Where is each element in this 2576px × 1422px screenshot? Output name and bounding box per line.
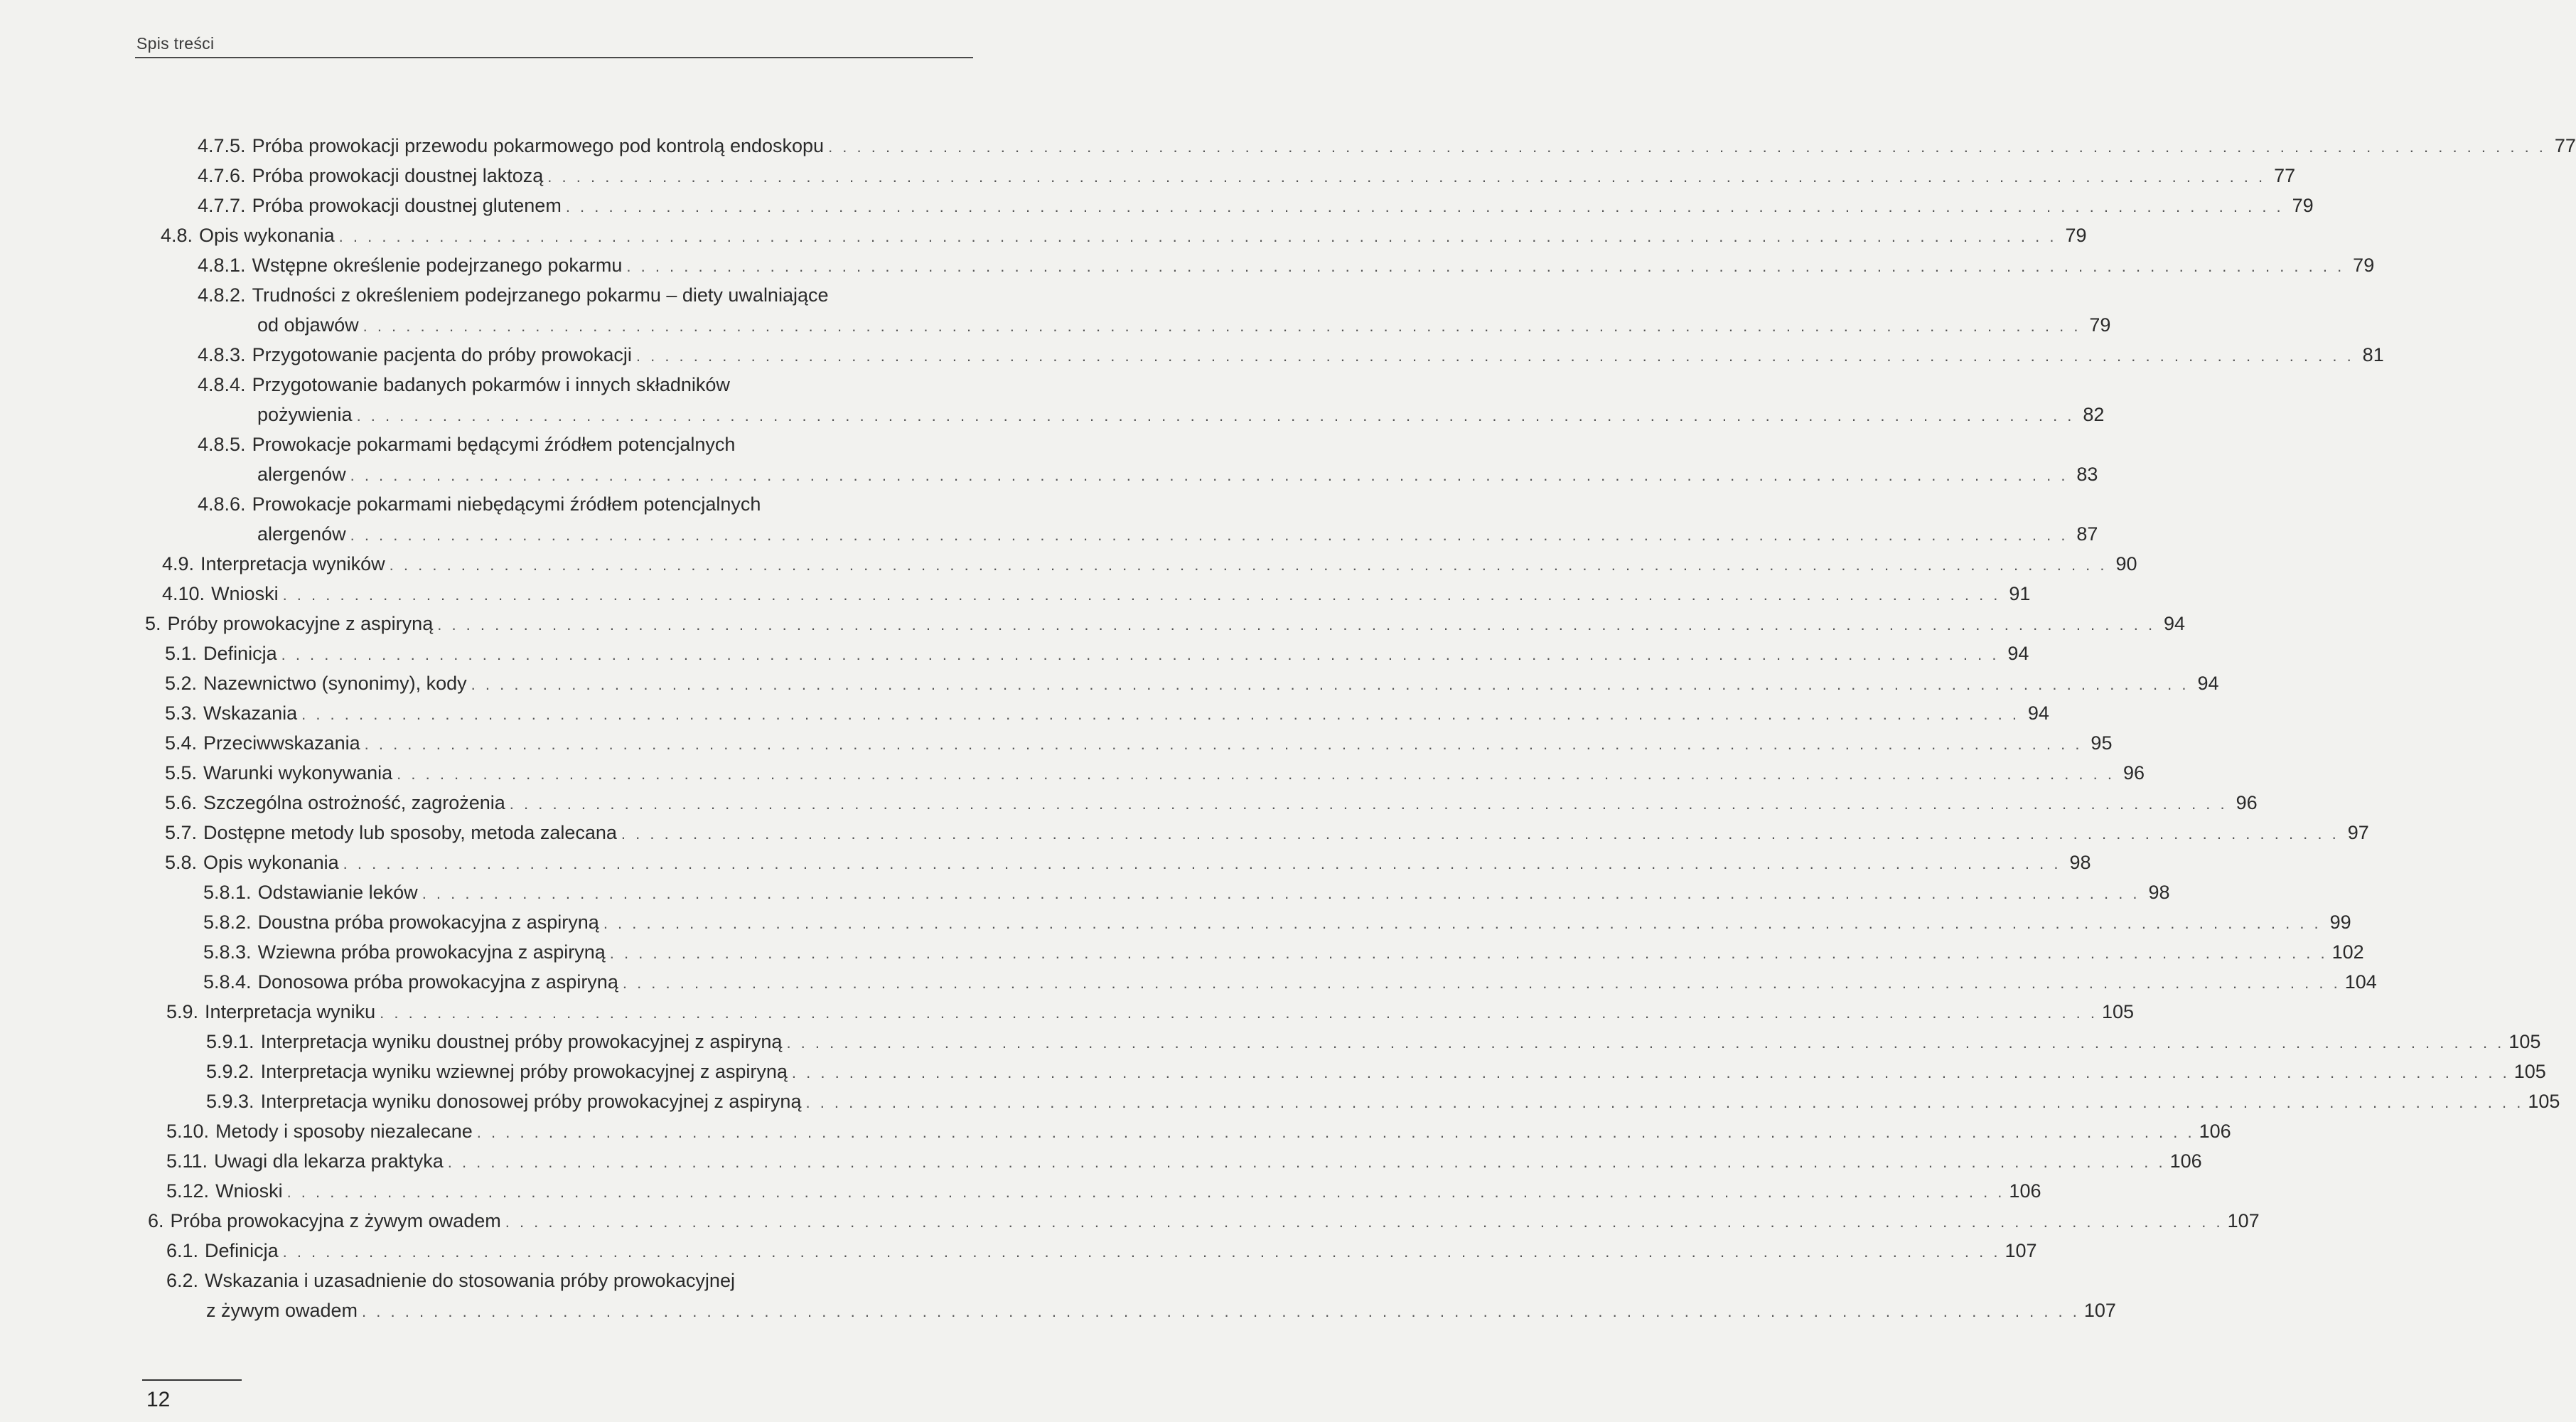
toc-entry-page: 107	[2083, 1300, 2116, 1321]
toc-entry-page: 79	[2065, 225, 2087, 246]
toc-entry-page: 107	[2005, 1240, 2037, 1261]
toc-entry	[203, 970, 2377, 994]
toc-entry-title-continued: od objawów	[257, 314, 359, 336]
dot-leader: . . . . . . . . . . . . . . . . . . . . . . . . . . . . . . . . . . . . . . . . . . . . . . . . . . . . . . . . . . . . . . . . . . . . . . . . . . . . . . . . . . . . . . . . . . . . . . . . . . . . . . . . . . . . . . . . . . . . . . . .	[603, 914, 2322, 932]
dot-leader: . . . . . . . . . . . . . . . . . . . . . . . . . . . . . . . . . . . . . . . . . . . . . . . . . . . . . . . . . . . . . . . . . . . . . . . . . . . . . . . . . . . . . . . . . . . . . . . . . . . . . . . . . . . . . . . . . . . . . . . .	[635, 347, 2354, 365]
dot-leader: . . . . . . . . . . . . . . . . . . . . . . . . . . . . . . . . . . . . . . . . . . . . . . . . . . . . . . . . . . . . . . . . . . . . . . . . . . . . . . . . . . . . . . . . . . . . . . . . . . . . . . . . . . . . . . . . . . . . . . . .	[397, 765, 2115, 783]
toc-entry-first-line	[198, 373, 730, 397]
toc-entry-title: Doustna próba prowokacyjna z aspiryną	[257, 912, 599, 933]
toc-entry	[257, 402, 2105, 427]
toc-entry-number: 5.9.3.	[206, 1091, 254, 1112]
toc-entry-number: 5.4.	[165, 732, 198, 754]
dot-leader: . . . . . . . . . . . . . . . . . . . . . . . . . . . . . . . . . . . . . . . . . . . . . . . . . . . . . . . . . . . . . . . . . . . . . . . . . . . . . . . . . . . . . . . . . . . . . . . . . . . . . . . . . . . . . . . . . . . . . . . .	[565, 198, 2284, 215]
toc-entry-page: 105	[2513, 1061, 2546, 1082]
toc-entry-number: 5.8.1.	[203, 882, 252, 903]
toc-entry	[145, 611, 2186, 636]
toc-entry-number: 6.1.	[166, 1240, 199, 1261]
toc-entry-title: Dostępne metody lub sposoby, metoda zalecana	[203, 822, 617, 843]
toc-entry-page: 99	[2329, 912, 2351, 933]
dot-leader: . . . . . . . . . . . . . . . . . . . . . . . . . . . . . . . . . . . . . . . . . . . . . . . . . . . . . . . . . . . . . . . . . . . . . . . . . . . . . . . . . . . . . . . . . . . . . . . . . . . . . . . . . . . . . . . . . . . . . . . .	[281, 646, 2000, 663]
toc-entry-page: 106	[2169, 1150, 2202, 1172]
toc-entry-number: 4.8.5.	[198, 434, 246, 455]
toc-entry-page: 98	[2069, 852, 2091, 873]
dot-leader: . . . . . . . . . . . . . . . . . . . . . . . . . . . . . . . . . . . . . . . . . . . . . . . . . . . . . . . . . . . . . . . . . . . . . . . . . . . . . . . . . . . . . . . . . . . . . . . . . . . . . . . . . . . . . . . . . . . . . . . .	[350, 526, 2068, 544]
toc-entry-page: 82	[2083, 404, 2105, 425]
toc-entry-page: 106	[2009, 1180, 2041, 1202]
toc-entry-number: 5.3.	[165, 702, 198, 724]
toc-entry-title: Próby prowokacyjne z aspiryną	[167, 613, 434, 634]
dot-leader: . . . . . . . . . . . . . . . . . . . . . . . . . . . . . . . . . . . . . . . . . . . . . . . . . . . . . . . . . . . . . . . . . . . . . . . . . . . . . . . . . . . . . . . . . . . . . . . . . . . . . . . . . . . . . . . . . . . . . . . .	[622, 974, 2341, 992]
toc-entry-page: 77	[2554, 135, 2576, 156]
toc-entry	[206, 1298, 2116, 1322]
toc-entry-page: 77	[2274, 165, 2296, 186]
toc-entry-number: 4.7.6.	[198, 165, 246, 186]
dot-leader: . . . . . . . . . . . . . . . . . . . . . . . . . . . . . . . . . . . . . . . . . . . . . . . . . . . . . . . . . . . . . . . . . . . . . . . . . . . . . . . . . . . . . . . . . . . . . . . . . . . . . . . . . . . . . . . . . . . . . . . .	[447, 1153, 2166, 1171]
toc-entry-number: 5.11.	[166, 1150, 208, 1172]
toc-entry-page: 106	[2199, 1121, 2231, 1142]
toc-entry-number: 5.8.4.	[203, 971, 252, 993]
toc-entry-number: 5.8.3.	[203, 941, 252, 963]
toc-entry-first-line	[198, 432, 735, 456]
toc-entry	[203, 910, 2351, 934]
dot-leader: . . . . . . . . . . . . . . . . . . . . . . . . . . . . . . . . . . . . . . . . . . . . . . . . . . . . . . . . . . . . . . . . . . . . . . . . . . . . . . . . . . . . . . . . . . . . . . . . . . . . . . . . . . . . . . . . . . . . . . . .	[338, 228, 2057, 245]
toc-entry-title: Interpretacja wyniku donosowej próby prowokacyjnej z aspiryną	[260, 1091, 802, 1112]
toc-entry-page: 79	[2292, 195, 2314, 216]
toc-entry	[206, 1059, 2546, 1084]
toc-entry-title: Przygotowanie pacjenta do próby prowokacji	[252, 344, 632, 365]
toc-entry-page: 94	[2007, 643, 2029, 664]
dot-leader: . . . . . . . . . . . . . . . . . . . . . . . . . . . . . . . . . . . . . . . . . . . . . . . . . . . . . . . . . . . . . . . . . . . . . . . . . . . . . . . . . . . . . . . . . . . . . . . . . . . . . . . . . . . . . . . . . . . . . . . .	[350, 466, 2068, 484]
dot-leader: . . . . . . . . . . . . . . . . . . . . . . . . . . . . . . . . . . . . . . . . . . . . . . . . . . . . . . . . . . . . . . . . . . . . . . . . . . . . . . . . . . . . . . . . . . . . . . . . . . . . . . . . . . . . . . . . . . . . . . . .	[364, 735, 2083, 753]
toc-entry-number: 4.8.3.	[198, 344, 246, 365]
dot-leader: . . . . . . . . . . . . . . . . . . . . . . . . . . . . . . . . . . . . . . . . . . . . . . . . . . . . . . . . . . . . . . . . . . . . . . . . . . . . . . . . . . . . . . . . . . . . . . . . . . . . . . . . . . . . . . . . . . . . . . . .	[547, 168, 2266, 186]
toc-entry-title: Wstępne określenie podejrzanego pokarmu	[252, 255, 623, 276]
toc-entry-title: Uwagi dla lekarza praktyka	[214, 1150, 444, 1172]
toc-entry	[165, 731, 2113, 755]
toc-entry-page: 96	[2236, 792, 2258, 813]
toc-entry-number: 5.5.	[165, 762, 198, 784]
toc-entry-title: Próba prowokacji doustnej glutenem	[252, 195, 562, 216]
toc-entry-number: 5.2.	[165, 673, 198, 694]
toc-entry-page: 81	[2362, 344, 2384, 365]
toc-entry-title-continued: z żywym owadem	[206, 1300, 358, 1321]
toc-entry-first-line	[198, 283, 829, 307]
footer-rule	[142, 1379, 242, 1381]
toc-entry-title: Próba prowokacji doustnej laktozą	[252, 165, 544, 186]
toc-entry-page: 94	[2164, 613, 2186, 634]
toc-entry	[165, 701, 2049, 725]
toc-entry-number: 4.8.4.	[198, 374, 246, 395]
toc-entry-title: Trudności z określeniem podejrzanego pokarmu – diety uwalniające	[252, 284, 829, 306]
dot-leader: . . . . . . . . . . . . . . . . . . . . . . . . . . . . . . . . . . . . . . . . . . . . . . . . . . . . . . . . . . . . . . . . . . . . . . . . . . . . . . . . . . . . . . . . . . . . . . . . . . . . . . . . . . . . . . . . . . . . . . . .	[505, 1213, 2223, 1231]
toc-entry-number: 5.8.	[165, 852, 198, 873]
toc-entry-title: Prowokacje pokarmami niebędącymi źródłem potencjalnych	[252, 493, 761, 515]
toc-entry-number: 5.9.	[166, 1001, 199, 1022]
toc-entry-number: 6.	[148, 1210, 164, 1231]
toc-entry	[166, 1000, 2135, 1024]
toc-entry	[206, 1030, 2541, 1054]
toc-entry	[198, 193, 2314, 218]
toc-entry	[162, 552, 2137, 576]
toc-entry-number: 4.10.	[162, 583, 205, 604]
dot-leader: . . . . . . . . . . . . . . . . . . . . . . . . . . . . . . . . . . . . . . . . . . . . . . . . . . . . . . . . . . . . . . . . . . . . . . . . . . . . . . . . . . . . . . . . . . . . . . . . . . . . . . . . . . . . . . . . . . . . . . . .	[356, 407, 2075, 424]
toc-entry-number: 4.8.	[161, 225, 193, 246]
dot-leader: . . . . . . . . . . . . . . . . . . . . . . . . . . . . . . . . . . . . . . . . . . . . . . . . . . . . . . . . . . . . . . . . . . . . . . . . . . . . . . . . . . . . . . . . . . . . . . . . . . . . . . . . . . . . . . . . . . . . . . . .	[476, 1123, 2195, 1141]
dot-leader: . . . . . . . . . . . . . . . . . . . . . . . . . . . . . . . . . . . . . . . . . . . . . . . . . . . . . . . . . . . . . . . . . . . . . . . . . . . . . . . . . . . . . . . . . . . . . . . . . . . . . . . . . . . . . . . . . . . . . . . .	[389, 556, 2108, 574]
running-head: Spis treści	[136, 34, 215, 53]
dot-leader: . . . . . . . . . . . . . . . . . . . . . . . . . . . . . . . . . . . . . . . . . . . . . . . . . . . . . . . . . . . . . . . . . . . . . . . . . . . . . . . . . . . . . . . . . . . . . . . . . . . . . . . . . . . . . . . . . . . . . . . .	[380, 1004, 2098, 1022]
toc-entry-number: 5.7.	[165, 822, 198, 843]
toc-entry-title: Wskazania	[203, 702, 298, 724]
dot-leader: . . . . . . . . . . . . . . . . . . . . . . . . . . . . . . . . . . . . . . . . . . . . . . . . . . . . . . . . . . . . . . . . . . . . . . . . . . . . . . . . . . . . . . . . . . . . . . . . . . . . . . . . . . . . . . . . . . . . . . . .	[509, 795, 2228, 813]
dot-leader: . . . . . . . . . . . . . . . . . . . . . . . . . . . . . . . . . . . . . . . . . . . . . . . . . . . . . . . . . . . . . . . . . . . . . . . . . . . . . . . . . . . . . . . . . . . . . . . . . . . . . . . . . . . . . . . . . . . . . . . .	[626, 257, 2345, 275]
dot-leader: . . . . . . . . . . . . . . . . . . . . . . . . . . . . . . . . . . . . . . . . . . . . . . . . . . . . . . . . . . . . . . . . . . . . . . . . . . . . . . . . . . . . . . . . . . . . . . . . . . . . . . . . . . . . . . . . . . . . . . . .	[828, 138, 2546, 156]
toc-entry-page: 105	[2528, 1091, 2560, 1112]
toc-entry	[166, 1179, 2041, 1203]
toc-entry-number: 4.8.1.	[198, 255, 246, 276]
dot-leader: . . . . . . . . . . . . . . . . . . . . . . . . . . . . . . . . . . . . . . . . . . . . . . . . . . . . . . . . . . . . . . . . . . . . . . . . . . . . . . . . . . . . . . . . . . . . . . . . . . . . . . . . . . . . . . . . . . . . . . . .	[471, 675, 2189, 693]
toc-entry-page: 96	[2122, 762, 2145, 784]
dot-leader: . . . . . . . . . . . . . . . . . . . . . . . . . . . . . . . . . . . . . . . . . . . . . . . . . . . . . . . . . . . . . . . . . . . . . . . . . . . . . . . . . . . . . . . . . . . . . . . . . . . . . . . . . . . . . . . . . . . . . . . .	[805, 1094, 2524, 1111]
toc-entry	[162, 582, 2031, 606]
toc-entry	[198, 343, 2384, 367]
toc-entry-number: 5.9.1.	[206, 1031, 254, 1052]
toc-entry-title: Prowokacje pokarmami będącymi źródłem potencjalnych	[252, 434, 736, 455]
toc-entry-page: 91	[2009, 583, 2031, 604]
toc-entry-page: 105	[2102, 1001, 2135, 1022]
toc-entry-number: 5.1.	[165, 643, 198, 664]
toc-entry	[257, 313, 2111, 337]
toc-entry-title: Interpretacja wyników	[200, 553, 385, 574]
dot-leader: . . . . . . . . . . . . . . . . . . . . . . . . . . . . . . . . . . . . . . . . . . . . . . . . . . . . . . . . . . . . . . . . . . . . . . . . . . . . . . . . . . . . . . . . . . . . . . . . . . . . . . . . . . . . . . . . . . . . . . . .	[282, 586, 2001, 604]
toc-entry-number: 5.10.	[166, 1121, 210, 1142]
toc-entry-title: Definicja	[205, 1240, 279, 1261]
dot-leader: . . . . . . . . . . . . . . . . . . . . . . . . . . . . . . . . . . . . . . . . . . . . . . . . . . . . . . . . . . . . . . . . . . . . . . . . . . . . . . . . . . . . . . . . . . . . . . . . . . . . . . . . . . . . . . . . . . . . . . . .	[437, 616, 2156, 634]
toc-entry-number: 4.8.6.	[198, 493, 246, 515]
dot-leader: . . . . . . . . . . . . . . . . . . . . . . . . . . . . . . . . . . . . . . . . . . . . . . . . . . . . . . . . . . . . . . . . . . . . . . . . . . . . . . . . . . . . . . . . . . . . . . . . . . . . . . . . . . . . . . . . . . . . . . . .	[286, 1183, 2005, 1201]
toc-entry-page: 98	[2148, 882, 2170, 903]
toc-entry-title: Opis wykonania	[199, 225, 335, 246]
toc-entry-title: Interpretacja wyniku	[205, 1001, 376, 1022]
toc-entry-title: Metody i sposoby niezalecane	[215, 1121, 473, 1142]
toc-entry	[165, 671, 2219, 695]
toc-entry-page: 104	[2344, 971, 2377, 993]
toc-entry-title: Interpretacja wyniku wziewnej próby prowokacyjnej z aspiryną	[260, 1061, 788, 1082]
toc-entry	[166, 1239, 2037, 1263]
toc-entry	[198, 134, 2576, 158]
toc-entry-number: 5.9.2.	[206, 1061, 254, 1082]
toc-entry-first-line	[166, 1268, 735, 1293]
dot-leader: . . . . . . . . . . . . . . . . . . . . . . . . . . . . . . . . . . . . . . . . . . . . . . . . . . . . . . . . . . . . . . . . . . . . . . . . . . . . . . . . . . . . . . . . . . . . . . . . . . . . . . . . . . . . . . . . . . . . . . . .	[621, 825, 2339, 843]
toc-entry	[148, 1209, 2260, 1233]
toc-entry-title: Szczególna ostrożność, zagrożenia	[203, 792, 505, 813]
toc-entry	[198, 164, 2296, 188]
toc-entry	[203, 940, 2364, 964]
toc-entry-number: 5.6.	[165, 792, 198, 813]
toc-entry-title: Próba prowokacyjna z żywym owadem	[170, 1210, 501, 1231]
toc-entry	[166, 1119, 2231, 1143]
toc-entry-title: Definicja	[203, 643, 277, 664]
dot-leader: . . . . . . . . . . . . . . . . . . . . . . . . . . . . . . . . . . . . . . . . . . . . . . . . . . . . . . . . . . . . . . . . . . . . . . . . . . . . . . . . . . . . . . . . . . . . . . . . . . . . . . . . . . . . . . . . . . . . . . . .	[282, 1243, 2001, 1261]
toc-entry-title: Warunki wykonywania	[203, 762, 393, 784]
toc-entry-page: 83	[2076, 464, 2098, 485]
toc-entry-page: 87	[2076, 523, 2098, 545]
dot-leader: . . . . . . . . . . . . . . . . . . . . . . . . . . . . . . . . . . . . . . . . . . . . . . . . . . . . . . . . . . . . . . . . . . . . . . . . . . . . . . . . . . . . . . . . . . . . . . . . . . . . . . . . . . . . . . . . . . . . . . . .	[422, 884, 2140, 902]
toc-entry	[165, 761, 2145, 785]
toc-entry-title: Próba prowokacji przewodu pokarmowego pod kontrolą endoskopu	[252, 135, 825, 156]
toc-entry-first-line	[198, 492, 761, 516]
toc-entry-title-continued: pożywienia	[257, 404, 353, 425]
toc-entry-page: 79	[2353, 255, 2375, 276]
toc-entry-title: Nazewnictwo (synonimy), kody	[203, 673, 467, 694]
toc-entry	[161, 223, 2087, 247]
toc-entry-number: 4.7.7.	[198, 195, 246, 216]
toc-entry-page: 107	[2227, 1210, 2260, 1231]
toc-entry-number: 4.8.2.	[198, 284, 246, 306]
toc-entry-page: 95	[2091, 732, 2113, 754]
dot-leader: . . . . . . . . . . . . . . . . . . . . . . . . . . . . . . . . . . . . . . . . . . . . . . . . . . . . . . . . . . . . . . . . . . . . . . . . . . . . . . . . . . . . . . . . . . . . . . . . . . . . . . . . . . . . . . . . . . . . . . . .	[301, 705, 2019, 723]
toc-entry	[257, 462, 2098, 486]
toc-entry-title: Interpretacja wyniku doustnej próby prowokacyjnej z aspiryną	[260, 1031, 783, 1052]
toc-entry-page: 94	[2197, 673, 2219, 694]
toc-entry-page: 97	[2347, 822, 2369, 843]
toc-entry-page: 102	[2331, 941, 2364, 963]
dot-leader: . . . . . . . . . . . . . . . . . . . . . . . . . . . . . . . . . . . . . . . . . . . . . . . . . . . . . . . . . . . . . . . . . . . . . . . . . . . . . . . . . . . . . . . . . . . . . . . . . . . . . . . . . . . . . . . . . . . . . . . .	[363, 317, 2081, 335]
toc-entry-number: 4.7.5.	[198, 135, 246, 156]
toc-entry	[165, 850, 2091, 875]
toc-entry-title: Wnioski	[211, 583, 279, 604]
toc-entry-page: 105	[2508, 1031, 2541, 1052]
page-number: 12	[146, 1388, 171, 1411]
dot-leader: . . . . . . . . . . . . . . . . . . . . . . . . . . . . . . . . . . . . . . . . . . . . . . . . . . . . . . . . . . . . . . . . . . . . . . . . . . . . . . . . . . . . . . . . . . . . . . . . . . . . . . . . . . . . . . . . . . . . . . . .	[786, 1034, 2505, 1052]
toc-entry	[165, 791, 2258, 815]
toc-entry-title: Przeciwwskazania	[203, 732, 360, 754]
toc-entry-title: Wskazania i uzasadnienie do stosowania próby prowokacyjnej	[205, 1270, 735, 1291]
toc-entry-page: 90	[2115, 553, 2137, 574]
toc-entry-number: 5.	[145, 613, 161, 634]
toc-entry-title: Wziewna próba prowokacyjna z aspiryną	[257, 941, 606, 963]
toc-entry-title: Opis wykonania	[203, 852, 339, 873]
toc-entry	[206, 1089, 2560, 1113]
toc-entry	[166, 1149, 2202, 1173]
toc-entry-title-continued: alergenów	[257, 464, 346, 485]
toc-entry-number: 5.8.2.	[203, 912, 252, 933]
dot-leader: . . . . . . . . . . . . . . . . . . . . . . . . . . . . . . . . . . . . . . . . . . . . . . . . . . . . . . . . . . . . . . . . . . . . . . . . . . . . . . . . . . . . . . . . . . . . . . . . . . . . . . . . . . . . . . . . . . . . . . . .	[362, 1303, 2080, 1320]
toc-entry-title-continued: alergenów	[257, 523, 346, 545]
toc-entry-page: 79	[2089, 314, 2111, 336]
dot-leader: . . . . . . . . . . . . . . . . . . . . . . . . . . . . . . . . . . . . . . . . . . . . . . . . . . . . . . . . . . . . . . . . . . . . . . . . . . . . . . . . . . . . . . . . . . . . . . . . . . . . . . . . . . . . . . . . . . . . . . . .	[343, 855, 2061, 872]
toc-entry-number: 6.2.	[166, 1270, 199, 1291]
toc-entry-number: 5.12.	[166, 1180, 210, 1202]
dot-leader: . . . . . . . . . . . . . . . . . . . . . . . . . . . . . . . . . . . . . . . . . . . . . . . . . . . . . . . . . . . . . . . . . . . . . . . . . . . . . . . . . . . . . . . . . . . . . . . . . . . . . . . . . . . . . . . . . . . . . . . .	[791, 1064, 2510, 1081]
dot-leader: . . . . . . . . . . . . . . . . . . . . . . . . . . . . . . . . . . . . . . . . . . . . . . . . . . . . . . . . . . . . . . . . . . . . . . . . . . . . . . . . . . . . . . . . . . . . . . . . . . . . . . . . . . . . . . . . . . . . . . . .	[609, 944, 2328, 962]
toc-entry	[257, 522, 2098, 546]
toc-entry-title: Wnioski	[215, 1180, 283, 1202]
toc-entry-title: Odstawianie leków	[257, 882, 418, 903]
toc-entry	[198, 253, 2375, 277]
toc-entry	[165, 820, 2369, 845]
toc-entry-page: 94	[2027, 702, 2049, 724]
toc-entry	[203, 880, 2170, 904]
toc-entry-title: Przygotowanie badanych pokarmów i innych składników	[252, 374, 730, 395]
toc-entry-number: 4.9.	[162, 553, 195, 574]
toc-entry-title: Donosowa próba prowokacyjna z aspiryną	[257, 971, 618, 993]
toc-entry	[165, 641, 2029, 665]
